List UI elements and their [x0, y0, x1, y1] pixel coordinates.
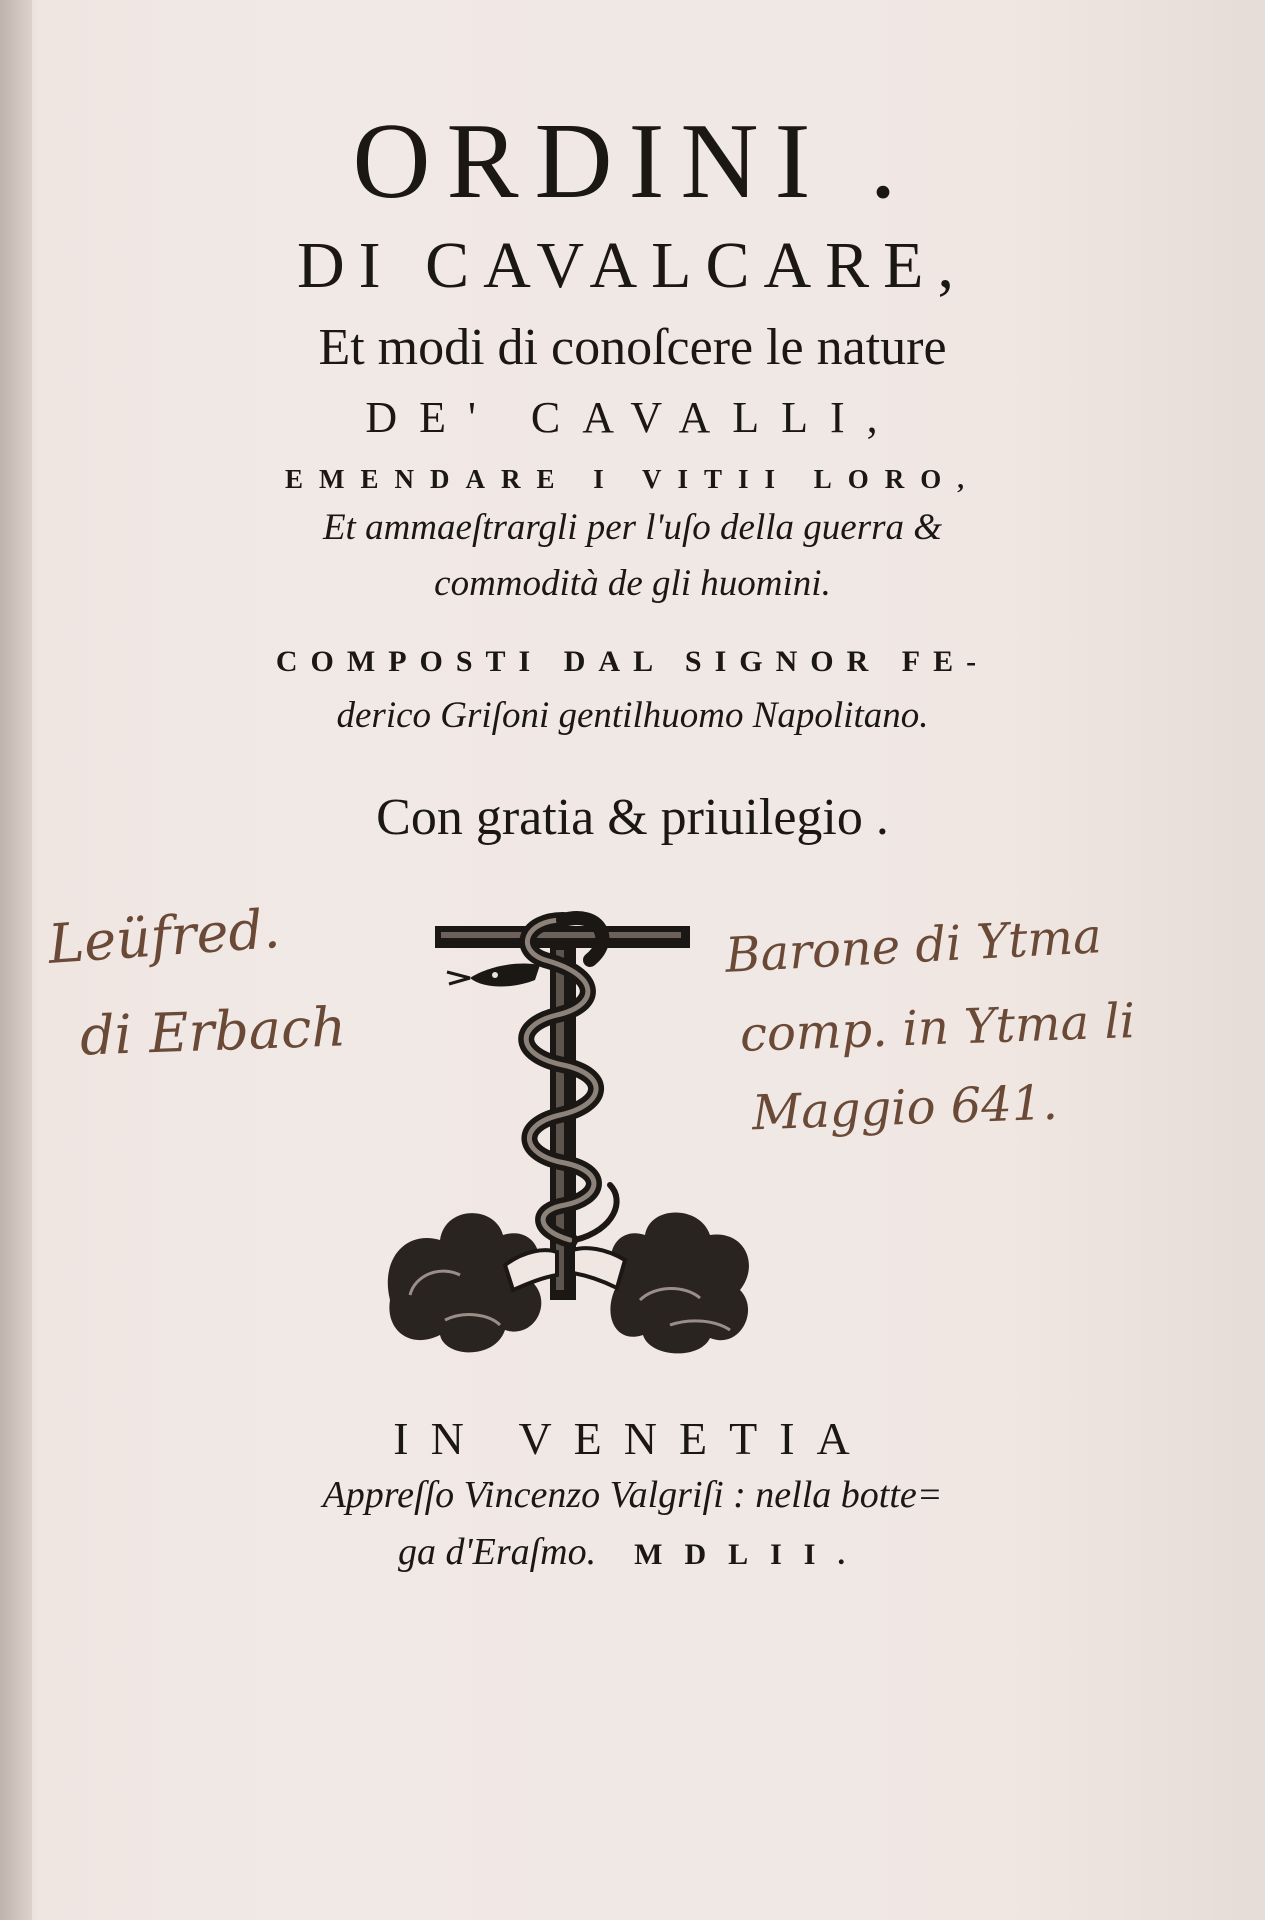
- title-line-4: DE' CAVALLI,: [365, 393, 900, 442]
- privilege-line: Con gratia & priuilegio .: [376, 789, 889, 846]
- title-line-6: Et ammaeſtrargli per l'uſo della guerra &: [322, 507, 943, 548]
- manuscript-note-right-1: Barone di Ytma: [723, 908, 1103, 984]
- imprint-printer: Appreſſo Vincenzo Valgriſi : nella botte=: [322, 1474, 943, 1516]
- book-subtitle: DI CAVALCARE,: [297, 229, 968, 302]
- imprint-city: IN VENETIA: [393, 1413, 872, 1464]
- printer-device-serpent-icon: [385, 880, 765, 1360]
- imprint-line-3: [0, 1530, 1265, 1574]
- manuscript-note-left-1: Leüfred.: [46, 896, 283, 977]
- author-line-1: COMPOSTI DAL SIGNOR FE-: [275, 645, 990, 678]
- imprint-year: MDLII.: [634, 1538, 867, 1571]
- book-title: ORDINI .: [352, 102, 913, 221]
- author-line-2: derico Griſoni gentilhuomo Napolitano.: [336, 695, 929, 736]
- imprint-shop: ga d'Eraſmo.: [398, 1531, 597, 1573]
- title-line-3: Et modi di conoſcere le nature: [318, 319, 947, 376]
- title-line-5: EMENDARE I VITII LORO,: [284, 464, 981, 494]
- title-line-7: commodità de gli huomini.: [434, 563, 831, 604]
- manuscript-note-right-2: comp. in Ytma li: [739, 993, 1136, 1063]
- manuscript-note-left-2: di Erbach: [78, 995, 348, 1068]
- manuscript-note-right-3: Maggio 641.: [751, 1074, 1059, 1142]
